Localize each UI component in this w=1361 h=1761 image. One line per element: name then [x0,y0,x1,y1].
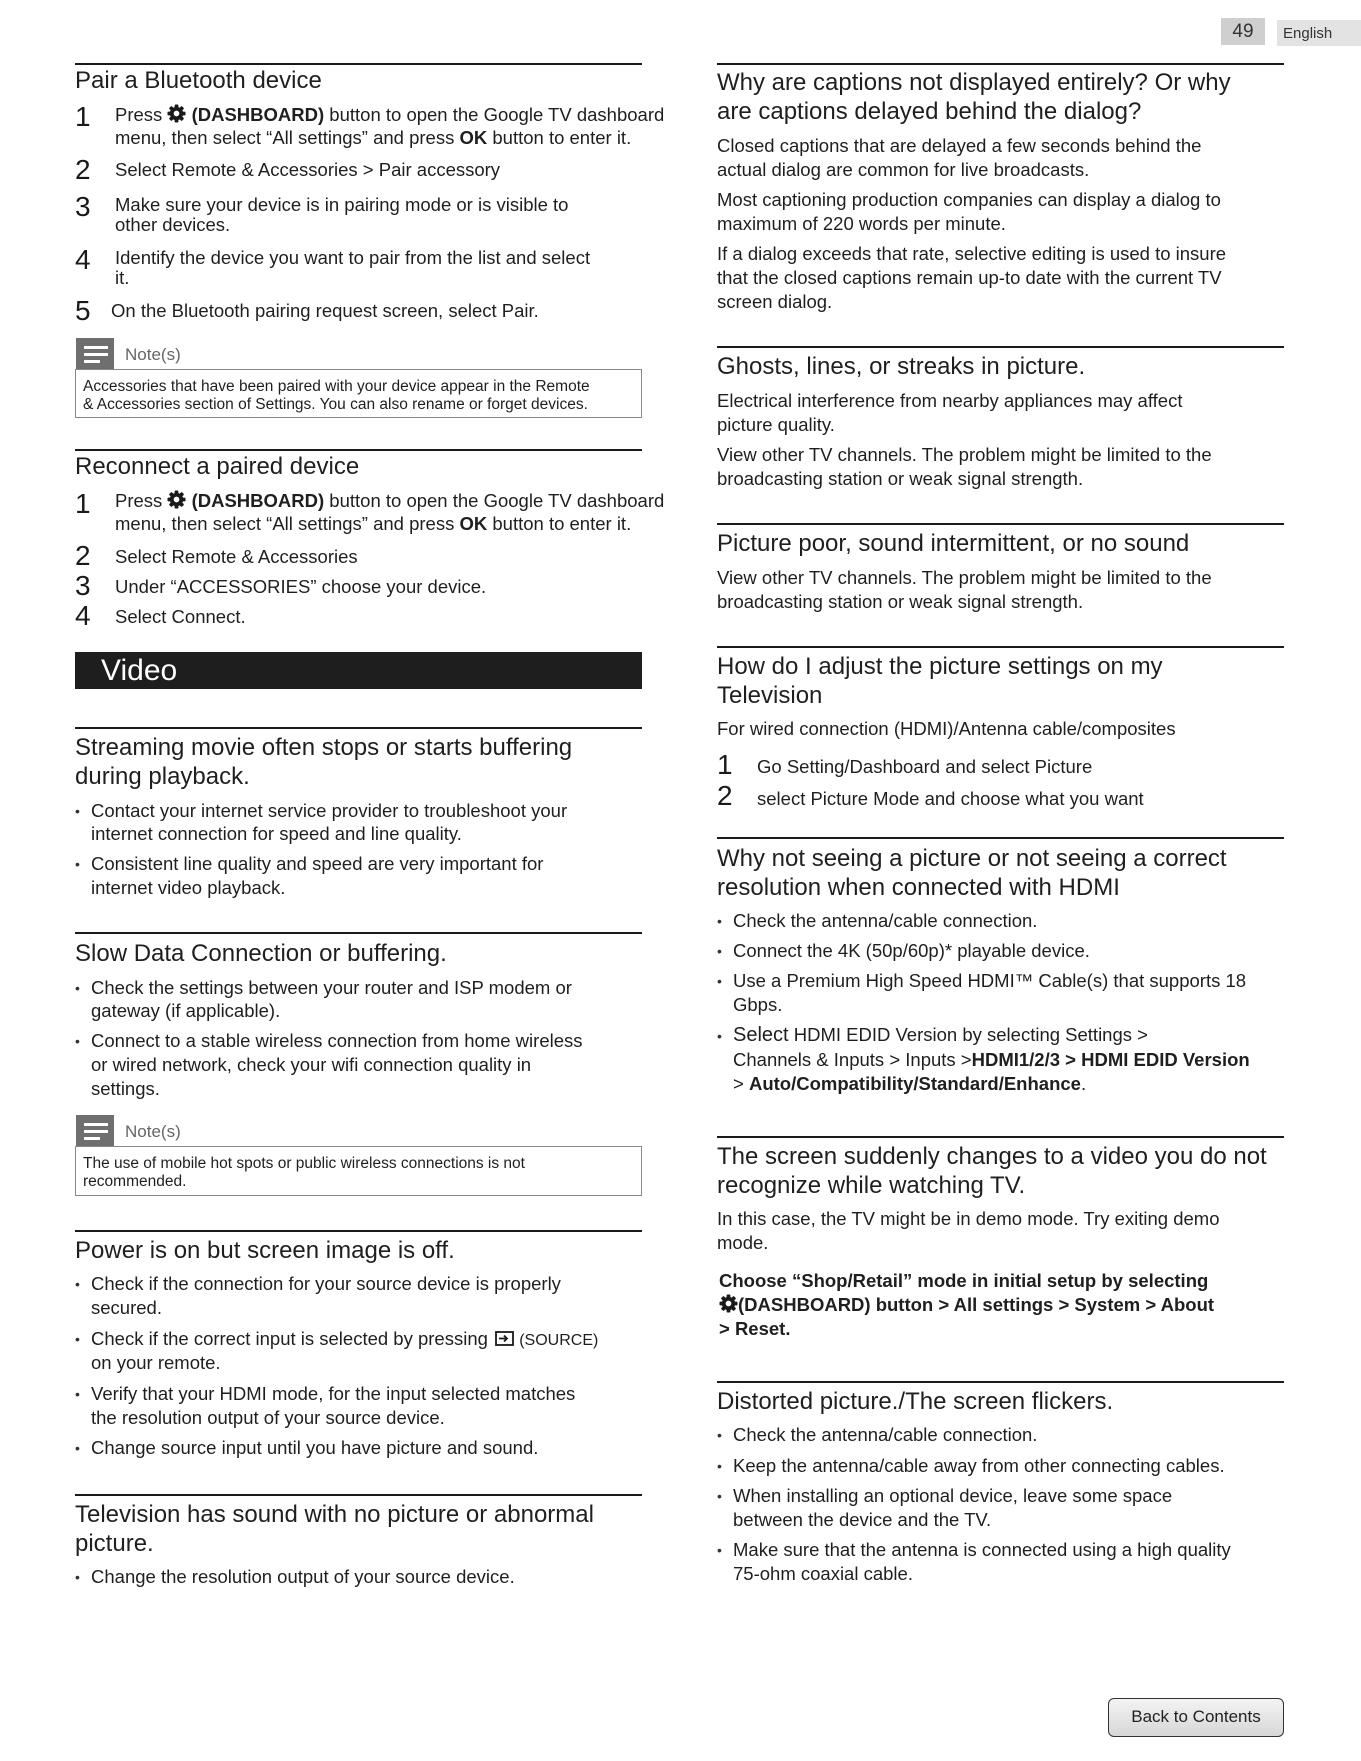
bullet-text: secured. [91,1297,162,1318]
bullet-text: Use a Premium High Speed HDMI™ Cable(s) that supports 18 [733,970,1247,991]
paragraph: Most captioning production companies can display a dialog to [717,189,1221,210]
section-title-tv-sound: Television has sound with no picture or abnormal [75,1501,594,1528]
section-divider [717,1381,1284,1383]
bullet-text: Keep the antenna/cable away from other connecting cables. [733,1455,1225,1476]
section-divider [75,727,642,729]
step-number: 2 [75,154,91,185]
gear-icon [167,104,186,123]
bullet-text: Change source input until you have picture and sound. [91,1437,539,1458]
step-text: menu, then select “All settings” and press OK button to enter it. [115,513,632,534]
note-icon [76,338,114,370]
paragraph: In this case, the TV might be in demo mode. Try exiting demo [717,1208,1220,1229]
bullet: • [717,1028,722,1044]
paragraph: (DASHBOARD) button > All settings > System > About [719,1293,1214,1317]
bullet-text: Check the antenna/cable connection. [733,1424,1038,1445]
step-text: Identify the device you want to pair from the list and select [115,247,591,268]
section-divider [75,932,642,934]
section-title-streaming: Streaming movie often stops or starts buffering [75,734,573,761]
step-number: 1 [75,101,91,132]
bullet-text: Connect to a stable wireless connection from home wireless [91,1030,583,1051]
step-text: it. [115,267,130,288]
bullet-text: Make sure that the antenna is connected using a high quality [733,1539,1231,1560]
bullet: • [717,1488,722,1504]
bullet-text: internet connection for speed and line quality. [91,823,462,844]
section-divider [75,1494,642,1496]
note-label: Note(s) [125,345,181,364]
paragraph: actual dialog are common for live broadcasts. [717,159,1090,180]
section-title-captions: Why are captions not displayed entirely? Or why [717,69,1231,96]
step-number: 1 [717,749,733,780]
step-text: Select Remote & Accessories [115,546,358,567]
dashboard-button-label: (DASHBOARD) [191,490,325,511]
bullet: • [717,1427,722,1443]
bullet-text: 75-ohm coaxial cable. [733,1563,913,1584]
source-button-label: (SOURCE) [519,1332,599,1349]
step-press-text: Press [115,104,163,125]
paragraph: For wired connection (HDMI)/Antenna cable/composites [717,718,1176,739]
language-tab: English [1277,20,1361,46]
bullet-text: or wired network, check your wifi connection quality in [91,1054,532,1075]
section-divider [717,1136,1284,1138]
step-text: Press (DASHBOARD) button to open the Google TV dashboard [115,490,665,511]
paragraph: broadcasting station or weak signal strength. [717,591,1084,612]
section-divider [717,646,1284,648]
step-number: 3 [75,191,91,222]
step-number: 4 [75,600,91,631]
bullet-text: Check if the correct input is selected by pressing (SOURCE) [91,1328,599,1349]
section-divider [717,346,1284,348]
bullet: • [717,973,722,989]
section-divider [75,1230,642,1232]
paragraph: Electrical interference from nearby appliances may affect [717,390,1183,411]
section-divider [75,449,642,451]
step-number: 5 [75,295,91,326]
step-number: 3 [75,570,91,601]
step-number: 1 [75,488,91,519]
dashboard-button-label: (DASHBOARD) [191,104,325,125]
paragraph: > Reset. [719,1318,791,1339]
bullet-text: Verify that your HDMI mode, for the input selected matches [91,1383,576,1404]
gear-icon [719,1294,738,1313]
section-title-demo-mode-cont: recognize while watching TV. [717,1172,1026,1199]
back-to-contents-button[interactable]: Back to Contents [1108,1698,1284,1737]
bullet-text: internet video playback. [91,877,286,898]
paragraph: screen dialog. [717,291,833,312]
chapter-title-video: Video [75,652,642,689]
bullet-text: When installing an optional device, leave some space [733,1485,1173,1506]
bullet-text: > Auto/Compatibility/Standard/Enhance. [733,1073,1087,1094]
bullet-text: Channels & Inputs > Inputs >HDMI1/2/3 > HDMI EDID Version [733,1049,1250,1070]
section-divider [75,63,642,65]
bullet-text: Connect the 4K (50p/60p)* playable device. [733,940,1090,961]
section-title-hdmi-cont: resolution when connected with HDMI [717,874,1120,901]
section-title-adjust-picture-cont: Television [717,682,823,709]
section-title-slow-data: Slow Data Connection or buffering. [75,940,447,967]
note-box: The use of mobile hot spots or public wireless connections is not recommended. [75,1146,642,1196]
step-text: other devices. [115,214,231,235]
bullet-text: Change the resolution output of your source device. [91,1566,515,1587]
bullet-text: on your remote. [91,1352,221,1373]
section-title-streaming-cont: during playback. [75,763,250,790]
note-icon [76,1115,114,1147]
section-divider [717,837,1284,839]
bullet: • [75,1569,80,1585]
ok-button-label: OK [459,127,488,148]
page-number: 49 [1221,18,1265,45]
bullet: • [717,913,722,929]
paragraph: Choose “Shop/Retail” mode in initial setup by selecting [719,1270,1209,1291]
bullet: • [75,856,80,872]
section-title-power: Power is on but screen image is off. [75,1237,455,1264]
bullet-text: gateway (if applicable). [91,1000,281,1021]
section-title-pair-bluetooth: Pair a Bluetooth device [75,67,322,94]
section-title-adjust-picture: How do I adjust the picture settings on my [717,653,1163,680]
bullet: • [75,803,80,819]
bullet-text: Check the antenna/cable connection. [733,910,1038,931]
step-text: menu, then select “All settings” and press OK button to enter it. [115,127,632,148]
section-title-captions-cont: are captions delayed behind the dialog? [717,98,1142,125]
source-icon [495,1331,514,1346]
bullet-text: Check the settings between your router and ISP modem or [91,977,572,998]
section-title-reconnect: Reconnect a paired device [75,453,360,480]
bullet-text: settings. [91,1078,160,1099]
note-box: Accessories that have been paired with your device appear in the Remote & Accessories section of Settings. You can also rename or forget devices. [75,369,642,418]
step-text: select Picture Mode and choose what you want [757,788,1144,809]
bullet-text: Consistent line quality and speed are very important for [91,853,544,874]
bullet-text: Gbps. [733,994,783,1015]
paragraph: View other TV channels. The problem might be limited to the [717,567,1212,588]
section-title-picture-poor: Picture poor, sound intermittent, or no sound [717,530,1190,557]
section-divider [717,523,1284,525]
section-title-demo-mode: The screen suddenly changes to a video you do not [717,1143,1267,1170]
bullet: • [75,1331,80,1347]
step-text: Select Connect. [115,606,246,627]
bullet-text: Contact your internet service provider to troubleshoot your [91,800,568,821]
step-text: Go Setting/Dashboard and select Picture [757,756,1093,777]
bullet-text: between the device and the TV. [733,1509,992,1530]
section-title-distorted: Distorted picture./The screen flickers. [717,1388,1114,1415]
step-text: Under “ACCESSORIES” choose your device. [115,576,487,597]
step-number: 2 [75,540,91,571]
section-title-tv-sound-cont: picture. [75,1530,154,1557]
ok-button-label: OK [459,513,488,534]
paragraph: If a dialog exceeds that rate, selective editing is used to insure [717,243,1227,264]
section-divider [717,63,1284,65]
bullet-text: Check if the connection for your source device is properly [91,1273,561,1294]
step-number: 2 [717,780,733,811]
section-title-hdmi: Why not seeing a picture or not seeing a correct [717,845,1227,872]
bullet: • [717,943,722,959]
paragraph: Closed captions that are delayed a few seconds behind the [717,135,1202,156]
bullet: • [717,1542,722,1558]
paragraph: that the closed captions remain up-to date with the current TV [717,267,1222,288]
step-number: 4 [75,244,91,275]
bullet: • [75,1033,80,1049]
step-text: On the Bluetooth pairing request screen, select Pair. [111,300,539,321]
paragraph: maximum of 220 words per minute. [717,213,1006,234]
paragraph: picture quality. [717,414,835,435]
bullet: • [75,1276,80,1292]
step-text: Select Remote & Accessories > Pair accessory [115,159,501,180]
paragraph: View other TV channels. The problem might be limited to the [717,444,1212,465]
paragraph: mode. [717,1232,769,1253]
bullet: • [717,1458,722,1474]
gear-icon [167,490,186,509]
step-text: Make sure your device is in pairing mode or is visible to [115,194,569,215]
section-title-ghosts: Ghosts, lines, or streaks in picture. [717,353,1086,380]
bullet: • [75,1386,80,1402]
bullet-text: the resolution output of your source device. [91,1407,445,1428]
bullet: • [75,1440,80,1456]
paragraph: broadcasting station or weak signal strength. [717,468,1084,489]
bullet-text: Select HDMI EDID Version by selecting Settings > [733,1024,1148,1046]
note-label: Note(s) [125,1122,181,1141]
step-text: Press (DASHBOARD) button to open the Google TV dashboard [115,104,665,125]
bullet: • [75,980,80,996]
